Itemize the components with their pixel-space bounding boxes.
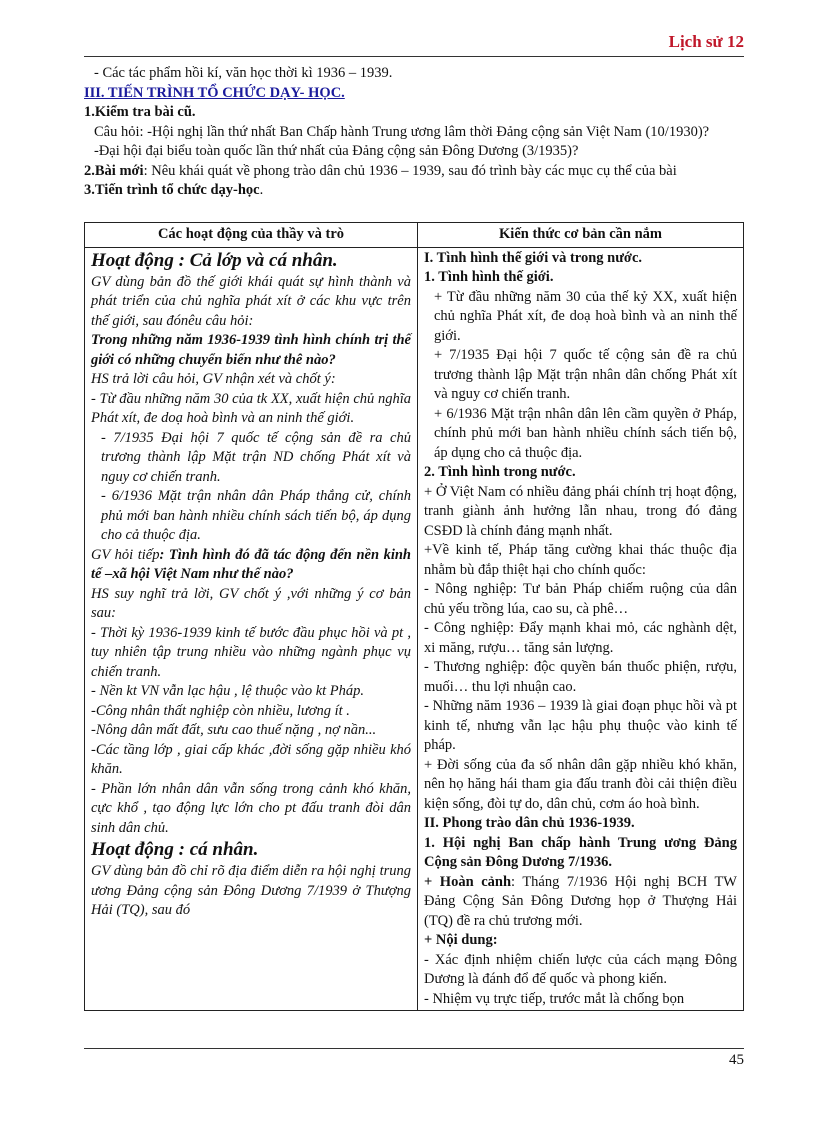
table-header-row (85, 223, 744, 248)
activity-text: HS suy nghĩ trả lời, GV chốt ý ,với những ý cơ bản sau: (91, 585, 411, 621)
activity-text: GV dùng bản đồ thế giới khái quát sự hình thành và phát triển của chủ nghĩa phát xít ở các khu vực trên thế giới, sau đónêu câu hỏi: (91, 273, 411, 329)
knowledge-content-label: + Nội dung: (424, 932, 498, 948)
knowledge-text: - Xác định nhiệm chiến lược của cách mạng Đông Dương là đánh đổ đế quốc và phong kiến. (424, 951, 737, 987)
review-label: 1.Kiểm tra bài cũ. (84, 104, 196, 120)
activity-text: -Công nhân thất nghiệp còn nhiều, lương ít . (91, 702, 350, 719)
activity-text: -Các tầng lớp , giai cấp khác ,đời sống gặp nhiều khó khăn. (91, 741, 411, 777)
table-header-knowledge: Kiến thức cơ bản cần nắm (418, 223, 744, 248)
knowledge-text: - Nông nghiệp: Tư bản Pháp chiếm ruộng của dân chủ yếu trồng lúa, cao su, cà phê… (424, 581, 737, 617)
table-header-activities: Các hoạt động của thầy và trò (85, 223, 418, 248)
section-heading: III. TIẾN TRÌNH TỔ CHỨC DẠY- HỌC. (84, 84, 345, 101)
intro-line: - Các tác phẩm hồi kí, văn học thời kì 1936 – 1939. (94, 65, 393, 81)
review-question-2: -Đại hội đại biểu toàn quốc lần thứ nhất của Đảng cộng sản Đông Dương (3/1935)? (94, 143, 579, 159)
lesson-process (84, 181, 744, 201)
knowledge-text: + Đời sống của đa số nhân dân gặp nhiều khó khăn, nên họ hăng hái tham gia đấu tranh đòi cải thiện điều kiện sống, đòi tự do, dân chủ, cơm áo hoà bình. (424, 756, 737, 812)
footer-rule (84, 1048, 744, 1049)
knowledge-subheading: 2. Tình hình trong nước. (424, 464, 576, 480)
activity-question: Trong những năm 1936-1939 tình hình chính trị thế giới có những chuyển biến như thê nào? (91, 332, 411, 368)
activity-text: - Từ đầu những năm 30 của tk XX, xuất hiện chủ nghĩa Phát xít, đe doạ hoà bình và an ninh thế giới. (91, 390, 411, 426)
activity-text: GV dùng bản đồ chỉ rõ địa điểm diễn ra hội nghị trung ương Đảng cộng sản Đông Dương 7/1939 ở Thượng Hải (TQ), sau đó (91, 863, 411, 918)
lesson-process-tail: . (259, 182, 264, 198)
knowledge-cell (418, 247, 744, 1011)
lesson-process-label: 3.Tiến trình tổ chức dạy-học (84, 182, 260, 198)
knowledge-heading: I. Tình hình thế giới và trong nước. (424, 249, 643, 266)
review-question-1: Câu hỏi: -Hội nghị lần thứ nhất Ban Chấp hành Trung ương lâm thời Đảng cộng sản Việt Nam (10/1930)? (94, 123, 710, 140)
knowledge-text: - Công nghiệp: Đẩy mạnh khai mỏ, các nghành dệt, xi măng, rượu… tăng sản lượng. (424, 620, 737, 656)
activity-text: - Thời kỳ 1936-1939 kinh tế bước đầu phục hồi và pt , tuy nhiên tập trung nhiều vào những ngành phục vụ chiến tranh. (91, 624, 411, 680)
knowledge-text: + Từ đầu những năm 30 của thế kỷ XX, xuất hiện chủ nghĩa Phát xít, đe doạ hoà bình và an ninh thế giới. (434, 288, 737, 344)
knowledge-subheading: 1. Hội nghị Ban chấp hành Trung ương Đảng Cộng sản Đông Dương 7/1936. (424, 834, 737, 870)
knowledge-text: - Thương nghiệp: độc quyền bán thuốc phiện, rượu, muối… thu lợi nhuận cao. (424, 659, 737, 695)
activity-text: - Phần lớn nhân dân vẫn sống trong cảnh khó khăn, cực khổ , tạo động lực lớn cho pt đấu tranh đòi dân sinh dân chủ. (91, 780, 411, 836)
activity-text: - 7/1935 Đại hội 7 quốc tế cộng sản đề ra chủ trương thành lập Mặt trận ND chống Phát xít và nguy cơ chiến tranh. (101, 429, 411, 485)
activities-cell (85, 247, 418, 1011)
knowledge-subheading: 1. Tình hình thế giới. (424, 269, 554, 285)
knowledge-context-text: : Tháng 7/1936 Hội nghị BCH TW Đảng Cộng Sản Đông Dương họp ở Thượng Hải (TQ) đề ra chủ trương mới. (424, 873, 737, 929)
page-number: 45 (729, 1052, 744, 1068)
activity-followup (91, 546, 411, 585)
knowledge-text: + 6/1936 Mặt trận nhân dân lên cầm quyền ở Pháp, chính phủ mới ban hành nhiều chính sách tiến bộ, áp dụng cho cả thuộc địa. (434, 405, 737, 461)
intro-section (84, 64, 744, 201)
new-lesson-text: : Nêu khái quát về phong trào dân chủ 1936 – 1939, sau đó trình bày các mục cụ thể của bài (143, 162, 677, 179)
lesson-table (84, 222, 744, 1011)
knowledge-text: - Nhiệm vụ trực tiếp, trước mắt là chống bọn (424, 990, 685, 1007)
activity-text: -Nông dân mất đất, sưu cao thuế nặng , nợ nần... (91, 722, 377, 738)
knowledge-text: + Ở Việt Nam có nhiều đảng phái chính trị hoạt động, tranh giành ảnh hưởng lẫn nhau, trong đó đảng CSĐD là chính đảng mạnh nhất. (424, 483, 737, 539)
knowledge-text: + 7/1935 Đại hội 7 quốc tế cộng sản đề ra chủ trương thành lập Mặt trận nhân dân chống Phát xít và nguy cơ chiến tranh. (434, 347, 737, 402)
knowledge-text: +Về kinh tế, Pháp tăng cường khai thác thuộc địa nhằm bù đắp thiệt hại cho chính quốc: (424, 542, 737, 578)
activity-followup-label: GV hỏi tiếp (91, 546, 160, 563)
review-heading (84, 103, 744, 123)
activity-text: - Nền kt VN vẫn lạc hậu , lệ thuộc vào kt Pháp. (91, 683, 365, 699)
new-lesson-label: 2.Bài mới (84, 162, 144, 179)
activity-followup-question: : Tình hình đó đã tác động đến nền kinh tế –xã hội Việt Nam như thế nào? (91, 546, 411, 582)
activity-heading-2: Hoạt động : cá nhân. (91, 839, 259, 860)
table-row (85, 247, 744, 1011)
knowledge-text: - Những năm 1936 – 1939 là giai đoạn phục hồi và pt kinh tế, nhưng vẫn lạc hậu phụ thuộc vào kinh tế pháp. (424, 698, 737, 753)
header-rule (84, 56, 744, 57)
knowledge-context-label: + Hoàn cảnh (424, 873, 512, 890)
new-lesson (84, 162, 744, 182)
knowledge-context (424, 873, 737, 932)
knowledge-heading: II. Phong trào dân chủ 1936-1939. (424, 815, 635, 831)
activity-text: - 6/1936 Mặt trận nhân dân Pháp thắng cử, chính phủ mới ban hành nhiều chính sách tiến bộ, áp dụng cho cả thuộc địa. (101, 488, 411, 543)
header-title: Lịch sử 12 (668, 32, 744, 51)
activity-text: HS trả lời câu hỏi, GV nhận xét và chốt ý: (91, 371, 336, 387)
activity-heading-1: Hoạt động : Cả lớp và cá nhân. (91, 249, 338, 271)
